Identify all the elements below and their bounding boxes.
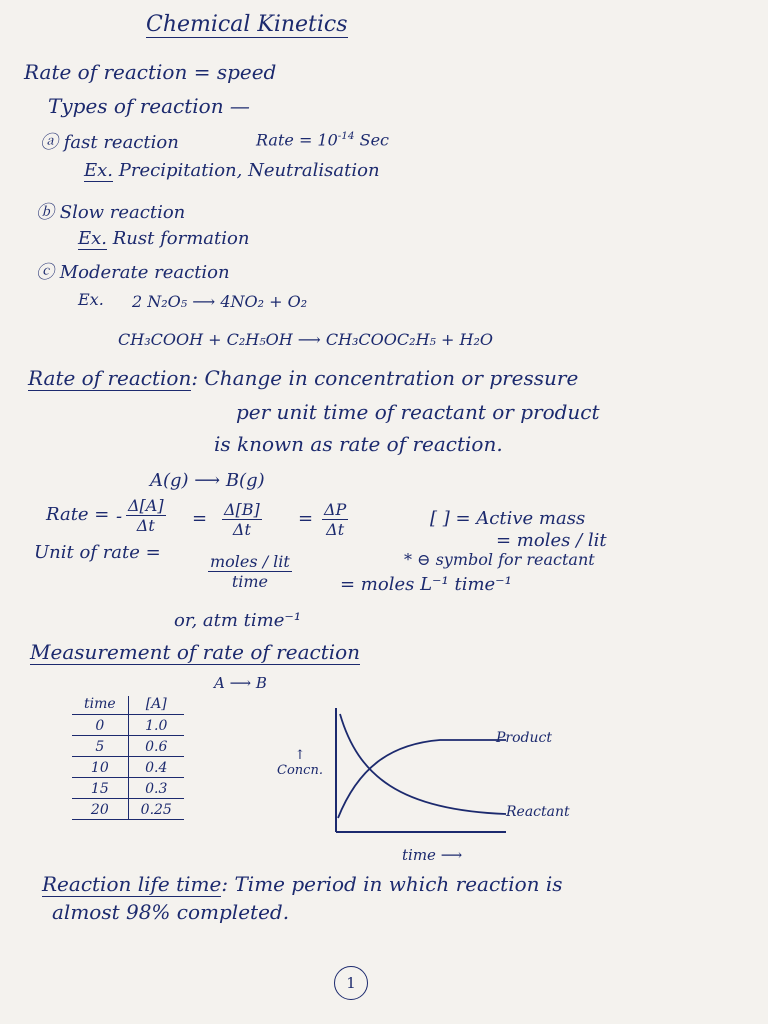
- minus-sign: -: [116, 506, 123, 527]
- graph-label-reactant: Reactant: [506, 804, 570, 820]
- fraction-pressure-num: ΔP: [324, 500, 347, 519]
- slow-marker: ⓑ: [36, 202, 54, 223]
- slow-ex-label: Ex.: [78, 228, 108, 249]
- table-cell: 20: [72, 799, 128, 820]
- fraction-pressure-den: Δt: [326, 520, 345, 539]
- page-number: 1: [334, 966, 368, 1000]
- fast-reaction-line: [40, 128, 179, 154]
- slow-name: Slow reaction: [59, 202, 186, 223]
- note-active-mass: [ ] = Active mass: [430, 508, 586, 529]
- table-row: [72, 715, 184, 736]
- table-row: [72, 799, 184, 820]
- unit-result: = moles L⁻¹ time⁻¹: [340, 574, 512, 595]
- equals-sign-1: =: [192, 508, 208, 529]
- table-header-time: time: [72, 696, 128, 715]
- lifetime-colon: :: [221, 872, 229, 896]
- product-curve: [338, 740, 506, 818]
- unit-fraction: [208, 552, 292, 591]
- measurement-reaction: A ⟶ B: [214, 674, 267, 692]
- moderate-equation-2: CH₃COOH + C₂H₅OH ⟶ CH₃COOC₂H₅ + H₂O: [118, 330, 493, 349]
- definition-text-1: Change in concentration or pressure: [204, 366, 579, 390]
- moderate-name: Moderate reaction: [59, 262, 230, 283]
- note-moles-lit: = moles / lit: [496, 530, 607, 551]
- note-reactant-symbol: * ⊖ symbol for reactant: [404, 550, 595, 569]
- table-header-conc: [A]: [128, 696, 184, 715]
- fast-examples: Precipitation, Neutralisation: [118, 160, 380, 181]
- definition-colon: :: [191, 366, 199, 390]
- unit-fraction-num: moles / lit: [210, 552, 290, 571]
- moderate-reaction-line: [36, 258, 230, 284]
- table-cell: 0.25: [128, 799, 184, 820]
- fast-rate-exp: -14: [337, 130, 355, 142]
- unit-fraction-den: time: [231, 572, 268, 591]
- moderate-equation-1: 2 N₂O₅ ⟶ 4NO₂ + O₂: [132, 292, 308, 311]
- graph-y-label: ↑ Concn.: [277, 748, 323, 778]
- measurement-heading: Measurement of rate of reaction: [30, 640, 361, 664]
- fast-marker: ⓐ: [40, 132, 58, 153]
- rate-label: Rate =: [46, 504, 110, 525]
- graph-x-label: time ⟶: [402, 846, 463, 864]
- lifetime-line-2: almost 98% completed.: [52, 900, 290, 924]
- definition-line-3: is known as rate of reaction.: [214, 432, 503, 456]
- fast-rate-label: Rate = 10: [256, 130, 338, 150]
- table-cell: 10: [72, 757, 128, 778]
- moderate-marker: ⓒ: [36, 262, 54, 283]
- fraction-reactant-den: Δt: [136, 516, 155, 535]
- fast-ex-label: Ex.: [84, 160, 114, 181]
- table-row: [72, 757, 184, 778]
- lifetime-text-1: Time period in which reaction is: [234, 872, 563, 896]
- graph-label-product: Product: [496, 730, 552, 746]
- table-cell: 5: [72, 736, 128, 757]
- slow-reaction-line: [36, 198, 185, 224]
- unit-alternative: or, atm time⁻¹: [174, 610, 302, 631]
- table-cell: 0.3: [128, 778, 184, 799]
- definition-line-1: [28, 366, 578, 390]
- unit-label: Unit of rate =: [34, 542, 161, 563]
- fast-rate: [256, 130, 389, 149]
- definition-line-2: per unit time of reactant or product: [236, 400, 600, 424]
- reactant-curve: [340, 714, 506, 814]
- table-header-row: [72, 696, 184, 715]
- fraction-pressure: [322, 500, 348, 539]
- fraction-reactant: [126, 496, 166, 535]
- table-cell: 0.6: [128, 736, 184, 757]
- table-cell: 0: [72, 715, 128, 736]
- slow-examples: Rust formation: [112, 228, 250, 249]
- fraction-product-num: Δ[B]: [224, 500, 260, 519]
- fraction-product-den: Δt: [232, 520, 251, 539]
- reaction-equation: A(g) ⟶ B(g): [150, 470, 265, 491]
- table-row: [72, 736, 184, 757]
- slow-examples-line: [78, 228, 249, 249]
- fast-rate-unit: Sec: [359, 130, 390, 150]
- table-row: [72, 778, 184, 799]
- concentration-time-graph: [330, 706, 510, 836]
- rate-speed-line: Rate of reaction = speed: [24, 60, 277, 84]
- equals-sign-2: =: [298, 508, 314, 529]
- lifetime-term: Reaction life time: [42, 872, 222, 896]
- lifetime-line-1: [42, 872, 563, 896]
- fast-examples-line: [84, 160, 380, 181]
- page-title: Chemical Kinetics: [146, 12, 348, 37]
- moderate-ex-label: Ex.: [78, 290, 104, 309]
- types-heading: Types of reaction —: [48, 94, 250, 118]
- table-cell: 0.4: [128, 757, 184, 778]
- fraction-product: [222, 500, 262, 539]
- fraction-reactant-num: Δ[A]: [128, 496, 164, 515]
- definition-term: Rate of reaction: [28, 366, 192, 390]
- table-cell: 1.0: [128, 715, 184, 736]
- concentration-table: [72, 696, 184, 820]
- fast-name: fast reaction: [63, 132, 179, 153]
- table-cell: 15: [72, 778, 128, 799]
